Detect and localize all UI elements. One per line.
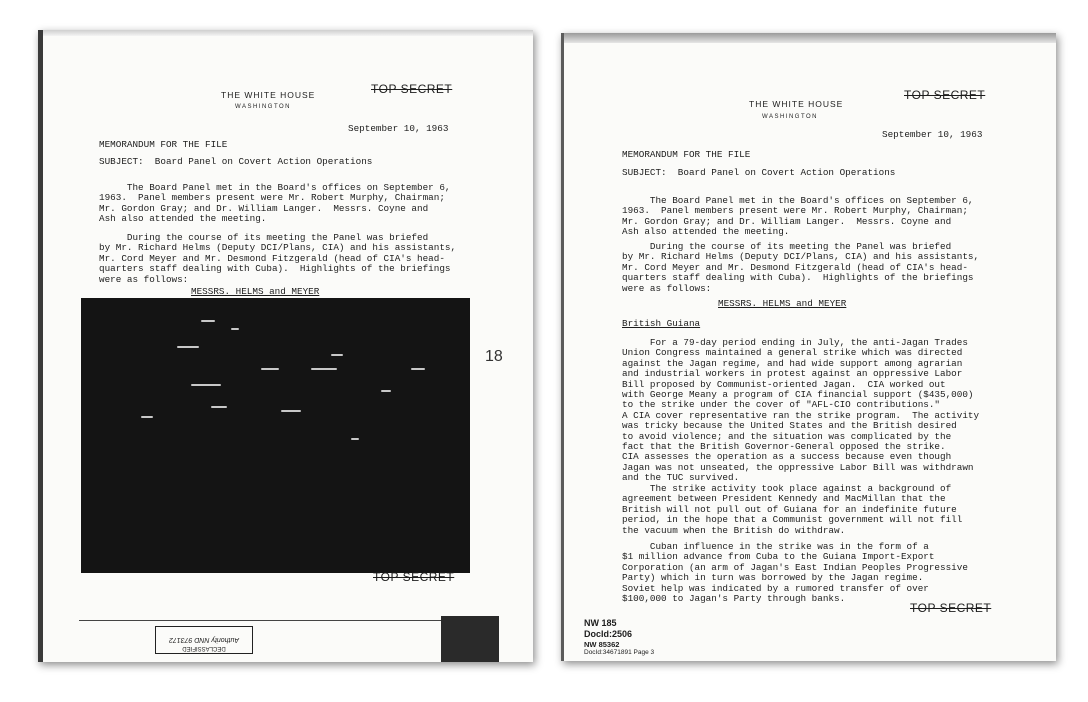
scan-speck	[191, 384, 221, 386]
scan-speck	[311, 368, 337, 370]
paragraph-5	[622, 542, 968, 604]
bates-stamp	[584, 618, 654, 656]
text-line: The strike activity took place against a background of	[622, 483, 952, 494]
header-city: WASHINGTON	[762, 114, 819, 120]
paragraph-2	[622, 242, 979, 294]
text-line: were as follows:	[99, 273, 189, 285]
bates-docid-page: DocId:34671891 Page 3	[584, 649, 655, 656]
bates-nw-secondary: NW 85362	[584, 640, 620, 649]
scan-speck	[177, 346, 199, 348]
scan-speck	[201, 320, 215, 322]
bates-docid: DocId:2506	[584, 629, 633, 639]
text-line: agreement between President Kennedy and MacMillan that the	[622, 493, 946, 505]
text-line: $100,000 to Jagan's Party through banks.	[622, 593, 846, 605]
text-line: and the TUC survived.	[622, 472, 740, 484]
text-line: by Mr. Richard Helms (Deputy DCI/Plans, CIA) and his assistants,	[99, 242, 457, 254]
text-line: period, in the hope that a Communist government will not fill	[622, 514, 963, 526]
header-title: THE WHITE HOUSE	[221, 90, 316, 100]
text-line: Mr. Gordon Gray; and Dr. William Langer. Messrs. Coyne and	[622, 215, 952, 227]
memo-subject: SUBJECT: Board Panel on Covert Action Operations	[622, 167, 896, 178]
header-city: WASHINGTON	[235, 104, 292, 110]
bates-nw: NW 185	[584, 618, 617, 628]
scan-speck	[331, 354, 343, 356]
text-line: Ash also attended the meeting.	[622, 226, 790, 238]
subheading-british-guiana: British Guiana	[622, 318, 701, 329]
text-line: Jagan was not unseated, the oppressive Labor Bill was withdrawn	[622, 461, 974, 473]
text-line: were as follows:	[622, 282, 712, 294]
section-heading: MESSRS. HELMS and MEYER	[191, 286, 320, 297]
section-heading: MESSRS. HELMS and MEYER	[718, 298, 847, 309]
text-line: with George Meany a program of CIA financial support ($435,000)	[622, 389, 974, 401]
redaction-block	[81, 298, 470, 573]
text-line: 1963. Panel members present were Mr. Robert Murphy, Chairman;	[99, 192, 445, 204]
classification-top: TOP SECRET	[904, 88, 986, 102]
paragraph-1	[99, 183, 450, 225]
text-line: Mr. Gordon Gray; and Dr. William Langer. Messrs. Coyne and	[99, 202, 429, 214]
text-line: to avoid violence; and the situation was complicated by the	[622, 430, 952, 442]
memo-date: September 10, 1963	[348, 123, 449, 134]
classification-top: TOP SECRET	[371, 82, 453, 96]
text-line: and industrial workers in protest against an oppressive Labor	[622, 368, 963, 380]
classification-bottom: TOP SECRET	[910, 601, 992, 615]
text-line: Soviet help was indicated by a rumored transfer of over	[622, 582, 929, 594]
text-line: Mr. Cord Meyer and Mr. Desmond Fitzgerald (head of CIA's head-	[622, 261, 968, 273]
text-line: Corporation (an arm of Jagan's East Indian Peoples Progressive	[622, 561, 968, 573]
text-line: against the Jagan regime, and had wide support among agrarian	[622, 357, 963, 369]
text-line: CIA assesses the operation as a success because even though	[622, 451, 952, 463]
scan-speck	[411, 368, 425, 370]
footer-rule	[79, 620, 499, 621]
classification-bottom: TOP SECRET	[373, 570, 455, 584]
scan-speck	[211, 406, 227, 408]
text-line: Ash also attended the meeting.	[99, 213, 267, 225]
text-line: $1 million advance from Cuba to the Guiana Import-Export	[622, 551, 935, 563]
paragraph-3	[622, 338, 979, 484]
memo-subject: SUBJECT: Board Panel on Covert Action Operations	[99, 156, 373, 167]
scan-speck	[231, 328, 239, 330]
text-line: Mr. Cord Meyer and Mr. Desmond Fitzgerald (head of CIA's head-	[99, 252, 445, 264]
paragraph-1	[622, 196, 973, 238]
scan-speck	[261, 368, 279, 370]
text-line: Bill proposed by Communist-oriented Jagan. CIA worked out	[622, 378, 946, 390]
left-document-page	[38, 30, 533, 662]
text-line: British will not pull out of Guiana for an indefinite future	[622, 503, 957, 515]
text-line: The Board Panel met in the Board's offices on September 6,	[99, 182, 451, 193]
header-title: THE WHITE HOUSE	[749, 99, 844, 109]
text-line: quarters staff dealing with Cuba). Highlights of the briefings	[622, 272, 974, 284]
scan-edge	[43, 30, 533, 36]
text-line: was tricky because the United States and the British desired	[622, 420, 957, 432]
right-document-page	[561, 33, 1056, 661]
text-line: Cuban influence in the strike was in the form of a	[622, 541, 929, 552]
declassified-stamp	[155, 626, 253, 654]
text-line: 1963. Panel members present were Mr. Robert Murphy, Chairman;	[622, 205, 968, 217]
text-line: A CIA cover representative ran the strike program. The activity	[622, 409, 980, 421]
text-line: quarters staff dealing with Cuba). Highlights of the briefings	[99, 263, 451, 275]
text-line: by Mr. Richard Helms (Deputy DCI/Plans, CIA) and his assistants,	[622, 251, 980, 263]
text-line: the vacuum when the British do withdraw.	[622, 524, 846, 536]
scan-edge	[564, 33, 1056, 43]
text-line: fact that the British Governor-General opposed the strike.	[622, 441, 946, 453]
text-line: to the strike under the cover of "AFL-CIO contributions."	[622, 399, 941, 411]
scan-speck	[141, 416, 153, 418]
memo-to: MEMORANDUM FOR THE FILE	[622, 149, 751, 160]
memo-date: September 10, 1963	[882, 129, 983, 140]
stamp-line: DECLASSIFIED	[182, 645, 226, 651]
memo-to: MEMORANDUM FOR THE FILE	[99, 139, 228, 150]
scan-speck	[351, 438, 359, 440]
scan-speck	[381, 390, 391, 392]
stamp-line: Authority NND 973172	[168, 636, 240, 643]
margin-note: 18	[485, 348, 503, 365]
paragraph-2	[99, 233, 456, 285]
text-line: Party) which in turn was borrowed by the Jagan regime.	[622, 572, 924, 584]
text-line: For a 79-day period ending in July, the anti-Jagan Trades	[622, 337, 968, 348]
scan-corner-mark	[441, 616, 499, 662]
text-line: During the course of its meeting the Panel was briefed	[622, 241, 952, 252]
paragraph-4	[622, 484, 962, 536]
text-line: During the course of its meeting the Panel was briefed	[99, 232, 429, 243]
scan-speck	[281, 410, 301, 412]
text-line: The Board Panel met in the Board's offices on September 6,	[622, 195, 974, 206]
text-line: Union Congress maintained a general strike which was directed	[622, 347, 963, 359]
